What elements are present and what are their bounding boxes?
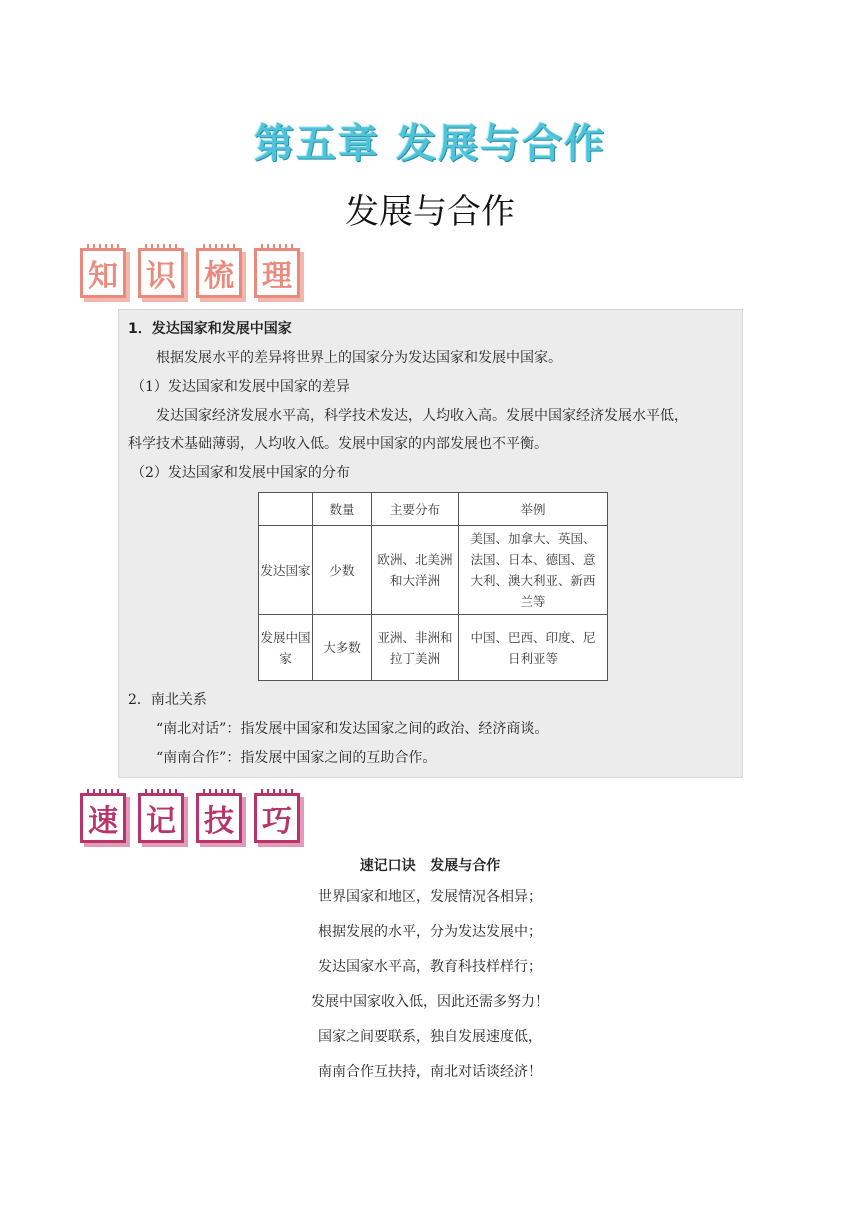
differences-text-1: 发达国家经济发展水平高，科学技术发达，人均收入高。发展中国家经济发展水平低， [156,408,688,424]
table-header-cell: 主要分布 [372,493,459,526]
banner-tile: 知 [80,248,126,298]
banner-tile: 记 [138,793,184,843]
banner-tile: 巧 [254,793,300,843]
banner-tile: 识 [138,248,184,298]
table-row [259,615,608,681]
poem-line: 根据发展的水平，分为发达发展中； [318,924,542,940]
poem-line: 国家之间要联系，独自发展速度低， [318,1029,542,1045]
distribution-cell: 欧洲、北美洲和大洋洲 [372,526,459,615]
table-header-cell: 数量 [313,493,372,526]
table-row [259,526,608,615]
knowledge-panel [118,309,743,778]
table-header-cell [259,493,313,526]
south-south-cooperation-text: “南南合作”：指发展中国家之间的互助合作。 [156,750,437,766]
distribution-table [258,492,608,681]
examples-cell: 美国、加拿大、英国、法国、日本、德国、意大利、澳大利亚、新西兰等 [459,526,608,615]
subheading-distribution: （2）发达国家和发展中国家的分布 [131,465,350,481]
table-header-cell: 举例 [459,493,608,526]
country-type-cell: 发达国家 [259,526,313,615]
country-type-cell: 发展中国家 [259,615,313,681]
intro-text: 根据发展水平的差异将世界上的国家分为发达国家和发展中国家。 [156,350,562,366]
heading-north-south: 2．南北关系 [128,692,207,708]
poem-line: 世界国家和地区，发展情况各相异； [318,889,542,905]
memory-tips-banner [80,793,300,843]
north-south-dialogue-text: “南北对话”：指发展中国家和发达国家之间的政治、经济商谈。 [156,721,549,737]
table-header-row [259,493,608,526]
mnemonic-poem [0,852,860,1090]
examples-cell: 中国、巴西、印度、尼日利亚等 [459,615,608,681]
subheading-differences: （1）发达国家和发展中国家的差异 [131,379,350,395]
differences-text-2: 科学技术基础薄弱，人均收入低。发展中国家的内部发展也不平衡。 [128,436,548,452]
banner-tile: 梳 [196,248,242,298]
banner-tile: 速 [80,793,126,843]
banner-tile: 理 [254,248,300,298]
poem-line: 发展中国家收入低，因此还需多努力！ [311,994,549,1010]
poem-line: 南南合作互扶持，南北对话谈经济！ [318,1064,542,1080]
poem-line: 发达国家水平高，教育科技样样行； [318,959,542,975]
count-cell: 大多数 [313,615,372,681]
chapter-title: 第五章 发展与合作 [254,121,606,167]
heading-developed-developing: 1．发达国家和发展中国家 [128,321,292,337]
distribution-cell: 亚洲、非洲和拉丁美洲 [372,615,459,681]
section-title: 发展与合作 [345,192,515,232]
knowledge-review-banner [80,248,300,298]
poem-title: 速记口诀 发展与合作 [359,858,501,874]
banner-tile: 技 [196,793,242,843]
count-cell: 少数 [313,526,372,615]
